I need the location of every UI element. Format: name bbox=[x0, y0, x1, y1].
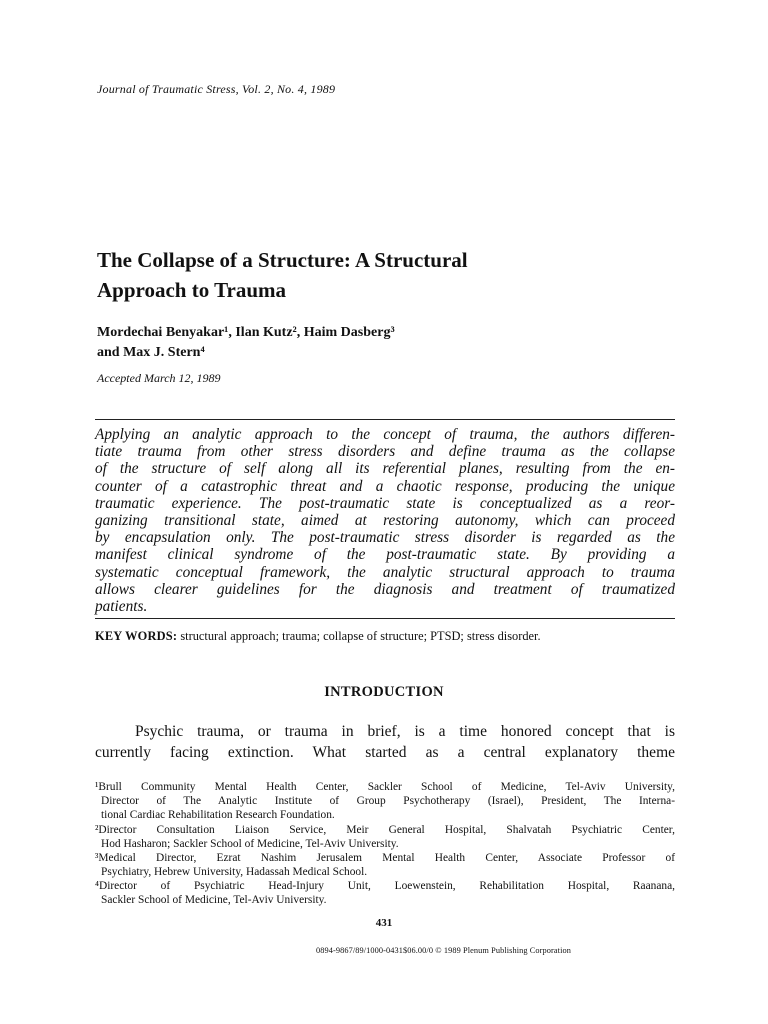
accepted-date: Accepted March 12, 1989 bbox=[97, 371, 221, 385]
abstract-line: manifest clinical syndrome of the post-traumatic state. By providing a bbox=[95, 546, 675, 564]
abstract-line: counter of a catastrophic threat and a chaotic response, producing the unique bbox=[95, 477, 675, 495]
journal-citation: Journal of Traumatic Stress, Vol. 2, No. 4, 1989 bbox=[97, 82, 336, 96]
footnote-1 bbox=[95, 780, 675, 823]
title-line-2: Approach to Trauma bbox=[97, 278, 287, 302]
author-list bbox=[97, 323, 657, 363]
abstract-line: of the structure of self along all its referential planes, resulting from the en- bbox=[95, 460, 675, 478]
intro-line: Psychic trauma, or trauma in brief, is a time honored concept that is bbox=[135, 723, 675, 740]
abstract-bottom-rule bbox=[95, 618, 675, 619]
keywords bbox=[95, 629, 675, 644]
abstract bbox=[95, 426, 675, 615]
footnote-3 bbox=[95, 851, 675, 879]
footnote-line: ⁴Director of Psychiatric Head-Injury Unit, Loewenstein, Rehabilitation Hospital, Raanana, bbox=[95, 880, 675, 892]
abstract-line: traumatic experience. The post-traumatic state is conceptualized as a reor- bbox=[95, 494, 675, 512]
abstract-line: allows clearer guidelines for the diagnosis and treatment of traumatized bbox=[95, 580, 675, 598]
authors-line-1: Mordechai Benyakar¹, Ilan Kutz², Haim Dasberg³ bbox=[97, 325, 395, 340]
intro-paragraph bbox=[95, 721, 675, 763]
abstract-line: systematic conceptual framework, the analytic structural approach to trauma bbox=[95, 563, 675, 581]
copyright-line: 0894-9867/89/1000-0431$06.00/0 © 1989 Plenum Publishing Corporation bbox=[316, 946, 571, 955]
abstract-line: tiate trauma from other stress disorders and define trauma as the collapse bbox=[95, 443, 675, 461]
keywords-list: structural approach; trauma; collapse of structure; PTSD; stress disorder. bbox=[180, 629, 541, 643]
footnote-line: ²Director Consultation Liaison Service, Meir General Hospital, Shalvatah Psychiatric Center, bbox=[95, 824, 675, 836]
title-line-1: The Collapse of a Structure: A Structural bbox=[97, 248, 468, 272]
footnote-line: ³Medical Director, Ezrat Nashim Jerusalem Mental Health Center, Associate Professor of bbox=[95, 852, 675, 864]
footnote-4 bbox=[95, 879, 675, 907]
footnote-line: ¹Brull Community Mental Health Center, Sackler School of Medicine, Tel-Aviv University, bbox=[95, 781, 675, 793]
paper-title bbox=[97, 245, 697, 305]
abstract-line: by encapsulation only. The post-traumatic stress disorder is regarded as the bbox=[95, 529, 675, 547]
footnote-line: Sackler School of Medicine, Tel-Aviv University. bbox=[101, 894, 327, 907]
footnote-line: Director of The Analytic Institute of Group Psychotherapy (Israel), President, The Interna- bbox=[101, 795, 675, 808]
abstract-line: ganizing transitional state, aimed at restoring autonomy, which can proceed bbox=[95, 512, 675, 530]
section-heading: INTRODUCTION bbox=[324, 684, 444, 700]
abstract-line: Applying an analytic approach to the concept of trauma, the authors differen- bbox=[95, 426, 675, 443]
authors-line-2: and Max J. Stern⁴ bbox=[97, 345, 205, 360]
abstract-top-rule bbox=[95, 419, 675, 420]
footnote-2 bbox=[95, 823, 675, 851]
footnote-line: Hod Hasharon; Sackler School of Medicine, Tel-Aviv University. bbox=[101, 838, 399, 851]
footnote-line: Psychiatry, Hebrew University, Hadassah Medical School. bbox=[101, 866, 368, 879]
intro-line: currently facing extinction. What started as a central explanatory theme bbox=[95, 744, 675, 761]
keywords-label: KEY WORDS: bbox=[95, 629, 178, 643]
abstract-line: patients. bbox=[95, 598, 148, 616]
footnote-line: tional Cardiac Rehabilitation Research Foundation. bbox=[101, 809, 335, 822]
page-number: 431 bbox=[375, 917, 393, 929]
